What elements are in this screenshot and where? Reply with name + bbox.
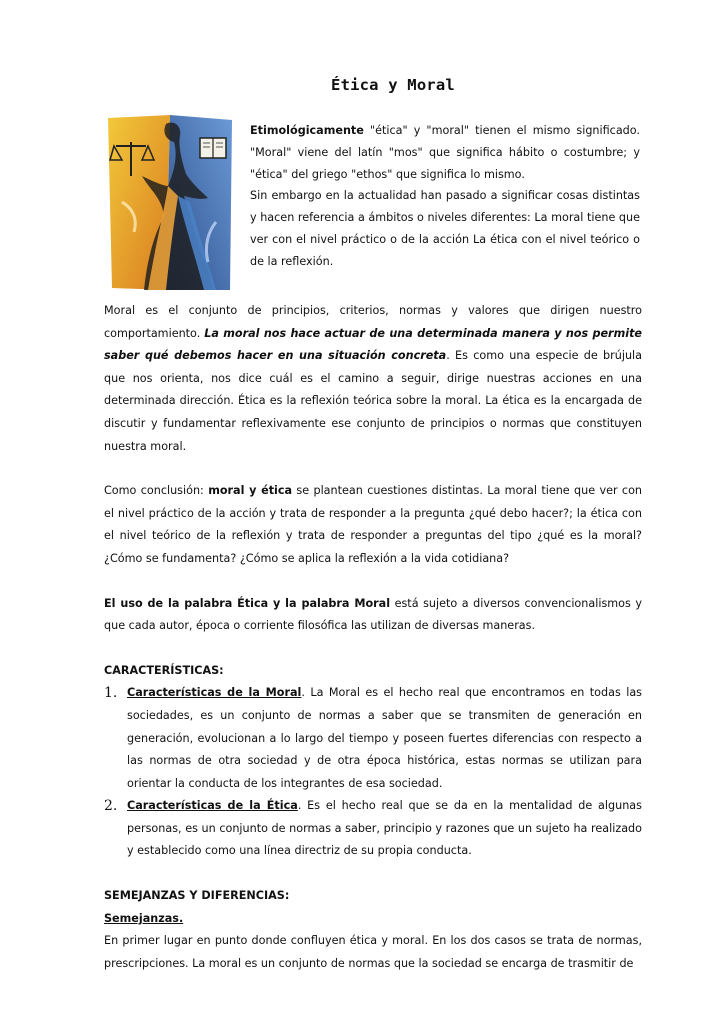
moral-definition-text: Moral es el conjunto de principios, criterios, normas y valores que dirigen nuestro comportamiento. <box>104 304 642 340</box>
moral-definition-rest: . Es como una especie de brújula que nos orienta, nos dice cuál es el camino a seguir, dirige nuestras acciones en una determinada dirección. Ética es la reflexión teórica sobre la moral. La ética es la encargada de discutir y fundamentar reflexivamente ese conjunto de principios o normas que constituyen nuestra moral. <box>104 349 642 453</box>
similarities-differences-heading: SEMEJANZAS Y DIFERENCIAS: <box>104 889 290 903</box>
usage-paragraph <box>104 593 642 638</box>
usage-rest: está sujeto a diversos convencionalismos y que cada autor, época o corriente filosófica las utilizan de diversas maneras. <box>104 596 642 633</box>
etymology-lead: Etimológicamente <box>250 124 364 137</box>
ethics-characteristics-label: Características de la Ética <box>127 799 298 813</box>
distinction-text: Sin embargo en la actualidad han pasado a significar cosas distintas y hacen referencia a ámbitos o niveles diferentes: La moral tiene que ver con el nivel práctico o de la acción La ética con el nivel teórico o de la reflexión. <box>250 189 640 268</box>
usage-emphasis: El uso de la palabra Ética y la palabra Moral <box>104 596 391 610</box>
moral-characteristics-label: Características de la Moral <box>127 686 302 700</box>
intro-paragraph <box>250 120 640 273</box>
etymology-text <box>250 120 640 185</box>
document-title: Ética y Moral <box>331 76 455 94</box>
etymology-body: "ética" y "moral" tienen el mismo significado. "Moral" viene del latín "mos" que significa hábito o costumbre; y "ética" del griego "ethos" que significa lo mismo. <box>250 124 640 181</box>
document-body <box>104 300 642 975</box>
conclusion-paragraph <box>104 480 642 570</box>
moral-characteristics-text: . La Moral es el hecho real que encontramos en todas las sociedades, es un conjunto de normas a saber que se transmiten de generación en generación, evolucionan a lo largo del tiempo y poseen fuertes diferencias con respecto a las normas de otra sociedad y de otra época histórica, estas normas se utilizan para orientar la conducta de los integrantes de esa sociedad. <box>127 686 643 790</box>
characteristics-list <box>104 682 642 863</box>
list-number: 1. <box>104 685 118 702</box>
list-item <box>104 682 642 795</box>
ethics-characteristics-text: . Es el hecho real que se da en la mentalidad de algunas personas, es un conjunto de normas a saber, principio y razones que un sujeto ha realizado y establecido como una línea directriz de su propia conducta. <box>127 799 642 858</box>
moral-definition-paragraph <box>104 300 642 458</box>
similarities-paragraph: En primer lugar en punto donde confluyen ética y moral. En los dos casos se trata de normas, prescripciones. La moral es un conjunto de normas que la sociedad se encarga de trasmitir de <box>104 934 642 970</box>
conclusion-emphasis: moral y ética <box>208 484 293 498</box>
conclusion-lead: Como conclusión: <box>104 484 209 498</box>
list-item <box>104 795 642 863</box>
moral-definition-emphasis: La moral nos hace actuar de una determinada manera y nos permite saber qué debemos hacer en una situación concreta <box>104 326 643 363</box>
list-number: 2. <box>104 798 118 815</box>
conclusion-rest: se plantean cuestiones distintas. La moral tiene que ver con el nivel práctico de la acción y trata de responder a la pregunta ¿qué debo hacer?; la ética con el nivel teórico de la reflexión y trata de responder a preguntas del tipo ¿qué es la moral? ¿Cómo se fundamenta? ¿Cómo se aplica la reflexión a la vida cotidiana? <box>104 484 643 565</box>
characteristics-heading: CARACTERÍSTICAS: <box>104 663 224 677</box>
ethics-figure-illustration <box>104 112 236 294</box>
similarities-subheading: Semejanzas. <box>104 911 184 925</box>
